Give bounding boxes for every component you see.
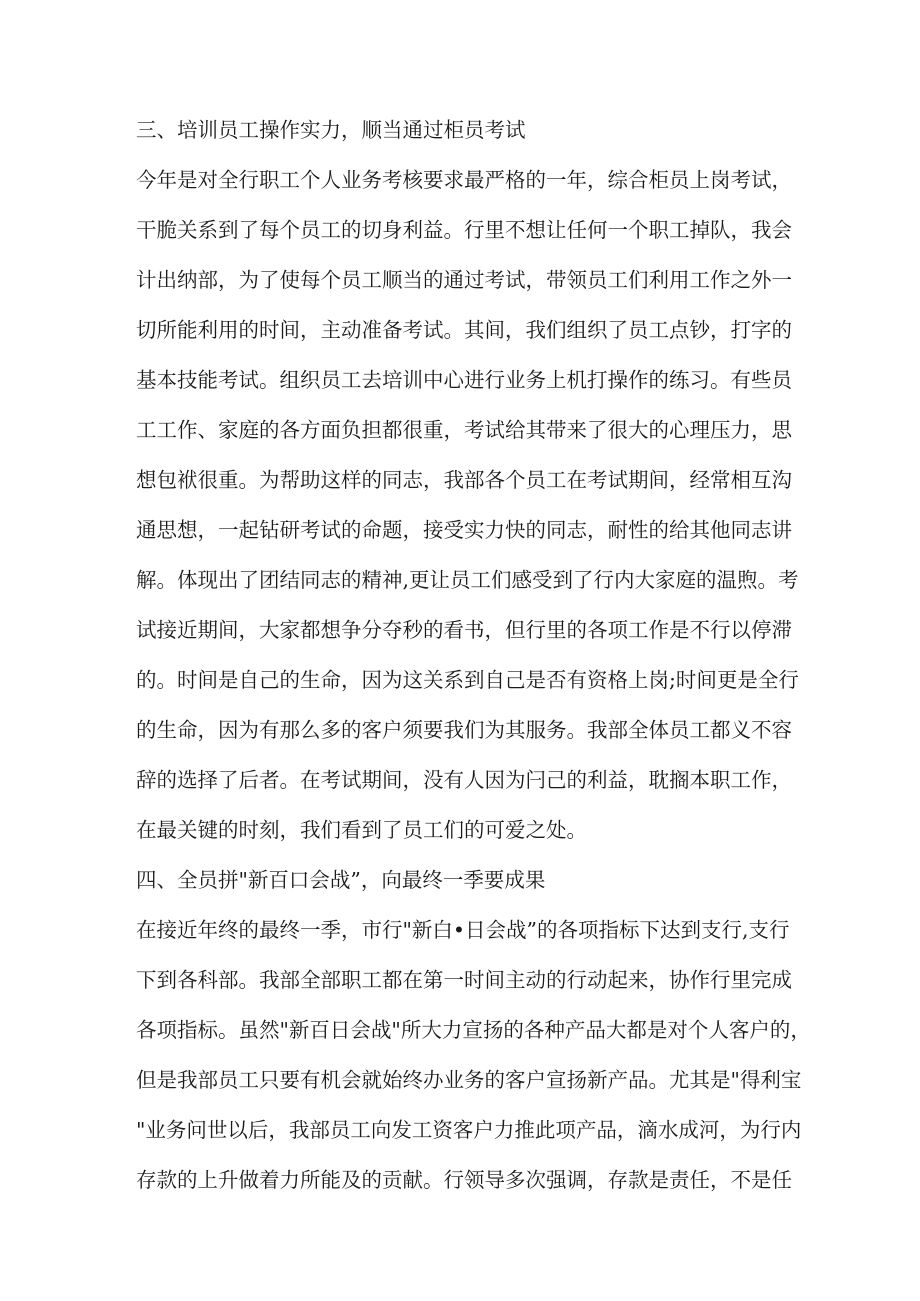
paragraph-line: 下到各科部。我部全部职工都在第一时间主动的行动起来，协作行里完成 (136, 968, 792, 992)
paragraph-line: 存款的上升做着力所能及的贡献。行领导多次强调，存款是责任，不是任 (136, 1168, 792, 1192)
paragraph-line: 切所能利用的时间，主动准备考试。其间，我们组织了员工点钞，打字的 (136, 318, 792, 342)
paragraph-line: 的生命，因为有那么多的客户须要我们为其服务。我部全体员工都义不容 (136, 718, 792, 742)
paragraph-line: 但是我部员工只要有机会就始终办业务的客户宣扬新产品。尤其是"得利宝 (136, 1068, 802, 1092)
paragraph-line: 通思想，一起钻研考试的命题，接受实力快的同志，耐性的给其他同志讲 (136, 518, 792, 542)
section-4-heading: 四、全员拼"新百口会战”，向最终一季要成果 (136, 868, 546, 892)
paragraph-line: 计出纳部，为了使每个员工顺当的通过考试，带领员工们利用工作之外一 (136, 268, 792, 292)
paragraph-line: 工工作、家庭的各方面负担都很重，考试给其带来了很大的心理压力，思 (136, 418, 792, 442)
paragraph-line: 试接近期间，大家都想争分夺秒的看书，但行里的各项工作是不行以停滞 (136, 618, 792, 642)
paragraph-line: 在最关键的时刻，我们看到了员工们的可爱之处。 (136, 818, 587, 842)
section-3-heading: 三、培训员工操作实力，顺当通过柜员考试 (136, 118, 526, 142)
paragraph-line: 干脆关系到了每个员工的切身利益。行里不想让任何一个职工掉队，我会 (136, 218, 792, 242)
paragraph-line: 今年是对全行职工个人业务考核要求最严格的一年，综合柜员上岗考试， (136, 168, 792, 192)
paragraph-line: 基本技能考试。组织员工去培训中心进行业务上机打操作的练习。有些员 (136, 368, 792, 392)
paragraph-line: "业务问世以后，我部员工向发工资客户力推此项产品，滴水成河，为行内 (136, 1118, 802, 1142)
paragraph-line: 在接近年终的最终一季，市行"新白•日会战”的各项指标下达到支行,支行 (136, 918, 790, 942)
paragraph-line: 的。时间是自己的生命，因为这关系到自己是否有资格上岗;时间更是全行 (136, 668, 799, 692)
paragraph-line: 解。体现出了团结同志的精神,更让员工们感受到了行内大家庭的温煦。考 (136, 568, 799, 592)
paragraph-line: 辞的选择了后者。在考试期间，没有人因为闩己的利益，耽搁本职工作， (136, 768, 792, 792)
paragraph-line: 想包袱很重。为帮助这样的同志，我部各个员工在考试期间，经常相互沟 (136, 468, 792, 492)
paragraph-line: 各项指标。虽然"新百日会战"所大力宣扬的各种产品大都是对个人客户的， (136, 1018, 811, 1042)
